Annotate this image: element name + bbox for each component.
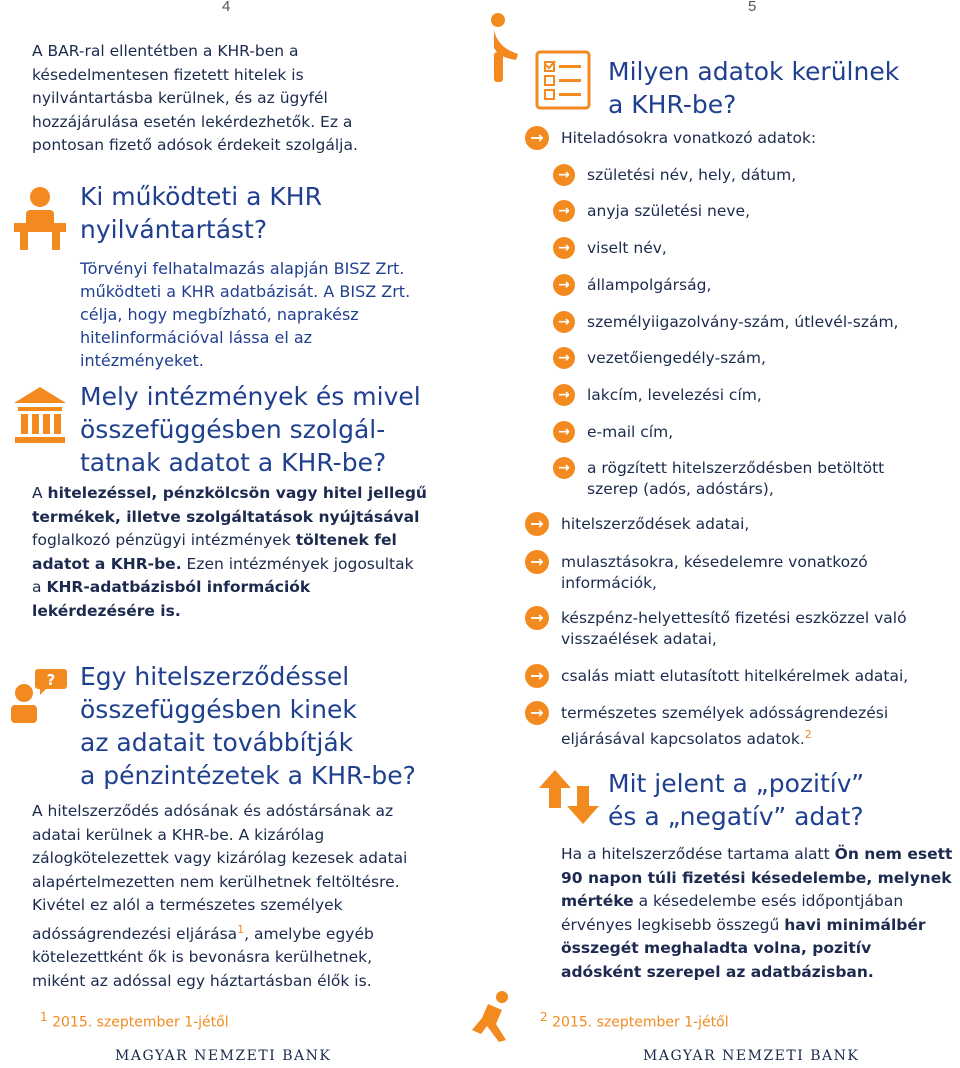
list-item: lakcím, levelezési cím, [587,386,762,404]
list-item: mulasztásokra, késedelemre vonatkozó információk, [561,553,868,592]
list-item: születési név, hely, dátum, [587,166,797,184]
heading-whose-data: Egy hitelszerződéssel összefüggésben kinek az adatait továbbítják a pénzintézetek a KHR-be? [80,662,416,790]
list-item: a rögzített hitelszerződésben betöltött szerep (adós, adóstárs), [587,459,885,498]
heading-who-operates: Ki működteti a KHR nyilvántartást? [80,182,322,244]
footer-bank-name-right: MAGYAR NEMZETI BANK [643,1048,860,1064]
person-at-desk-icon [12,185,68,251]
list-item: anyja születési neve, [587,202,751,220]
arrow-icon: → [553,457,575,479]
institutions-paragraph: A hitelezéssel, pénzkölcsön vagy hitel jellegű termékek, illetve szolgáltatások nyújtásával foglalkozó pénzügyi intézmények töltenek fel adatot a KHR-be. Ezen intézmények jogosultak a KHR-adatbázisból információk lekérdezésére is. [32,484,427,620]
arrow-icon: → [525,701,549,725]
arrow-icon: → [525,550,549,574]
arrow-icon: → [525,512,549,536]
heading-what-data: Milyen adatok kerülnek a KHR-be? [608,57,900,119]
footer-bank-name-left: MAGYAR NEMZETI BANK [115,1048,332,1064]
bank-building-icon [12,385,68,445]
arrow-icon: → [553,311,575,333]
arrow-icon: → [525,664,549,688]
heading-positive-negative: Mit jelent a „pozitív” és a „negatív” adat? [608,769,865,831]
page-number-left: 4 [222,0,231,15]
svg-text:?: ? [46,671,56,689]
footnote-right: $^2$ 2015. szeptember 1-jétől [540,1010,729,1031]
list-item: készpénz-helyettesítő fizetési eszközzel való visszaélések adatai, [561,609,907,648]
arrow-icon: → [553,347,575,369]
checklist-icon [535,50,591,110]
list-item: csalás miatt elutasított hitelkérelmek adatai, [561,667,909,685]
intro-paragraph: A BAR-ral ellentétben a KHR-ben a késedelmentesen fizetett hitelek is nyilvántartásba kerülnek, és az ügyfél hozzájárulása esetén lekérdezhetők. Ez a pontosan fizető adósok érdekeit szolgálja. [32,42,358,154]
arrow-icon: → [525,606,549,630]
list-item: hitelszerződések adatai, [561,515,750,533]
question-person-icon [8,665,68,725]
arrow-icon: → [553,164,575,186]
walking-figure-icon [486,12,526,84]
list-item: természetes személyek adósságrendezési eljárásával kapcsolatos adatok.$^2$ [561,704,889,749]
up-down-arrows-icon [537,768,601,826]
footnote-left: $^1$ 2015. szeptember 1-jétől [40,1010,229,1031]
running-figure-icon [468,990,516,1042]
arrow-icon: → [525,126,549,150]
whose-data-paragraph: A hitelszerződés adósának és adóstársának az adatai kerülnek a KHR-be. A kizárólag zálogkötelezettek vagy kizárólag kezesek adatai alapértelmezetten nem kerülhetnek feltöltésre. Kivétel ez alól a természetes személyek adósságrendezési eljárása$^1$, amelybe egyéb kötelezettként ők is bevonásra kerülhetnek, miként az adóssal egy háztartásban élők is. [32,802,408,990]
debtor-data-intro: Hiteladósokra vonatkozó adatok: [561,129,817,147]
arrow-icon: → [553,237,575,259]
arrow-icon: → [553,200,575,222]
arrow-icon: → [553,421,575,443]
positive-negative-paragraph: Ha a hitelszerződése tartama alatt Ön nem esett 90 napon túli fizetési késedelembe, melynek mértéke a késedelembe esés időpontjában érvényes legkisebb összegű havi minimálbér összegét meghaladta volna, pozitív adósként szerepel az adatbázisban. [561,845,953,981]
arrow-icon: → [553,384,575,406]
list-item: e-mail cím, [587,423,674,441]
heading-institutions: Mely intézmények és mivel összefüggésben szolgál- tatnak adatot a KHR-be? [80,382,421,477]
who-operates-text: Törvényi felhatalmazás alapján BISZ Zrt. működteti a KHR adatbázisát. A BISZ Zrt. célja, hogy megbízható, naprakész hitelinformációval lássa el az intézményeket. [80,259,411,370]
list-item: személyiigazolvány-szám, útlevél-szám, [587,313,899,331]
list-item: vezetőiengedély-szám, [587,349,766,367]
page-number-right: 5 [748,0,757,15]
list-item: állampolgárság, [587,276,712,294]
list-item: viselt név, [587,239,667,257]
arrow-icon: → [553,274,575,296]
